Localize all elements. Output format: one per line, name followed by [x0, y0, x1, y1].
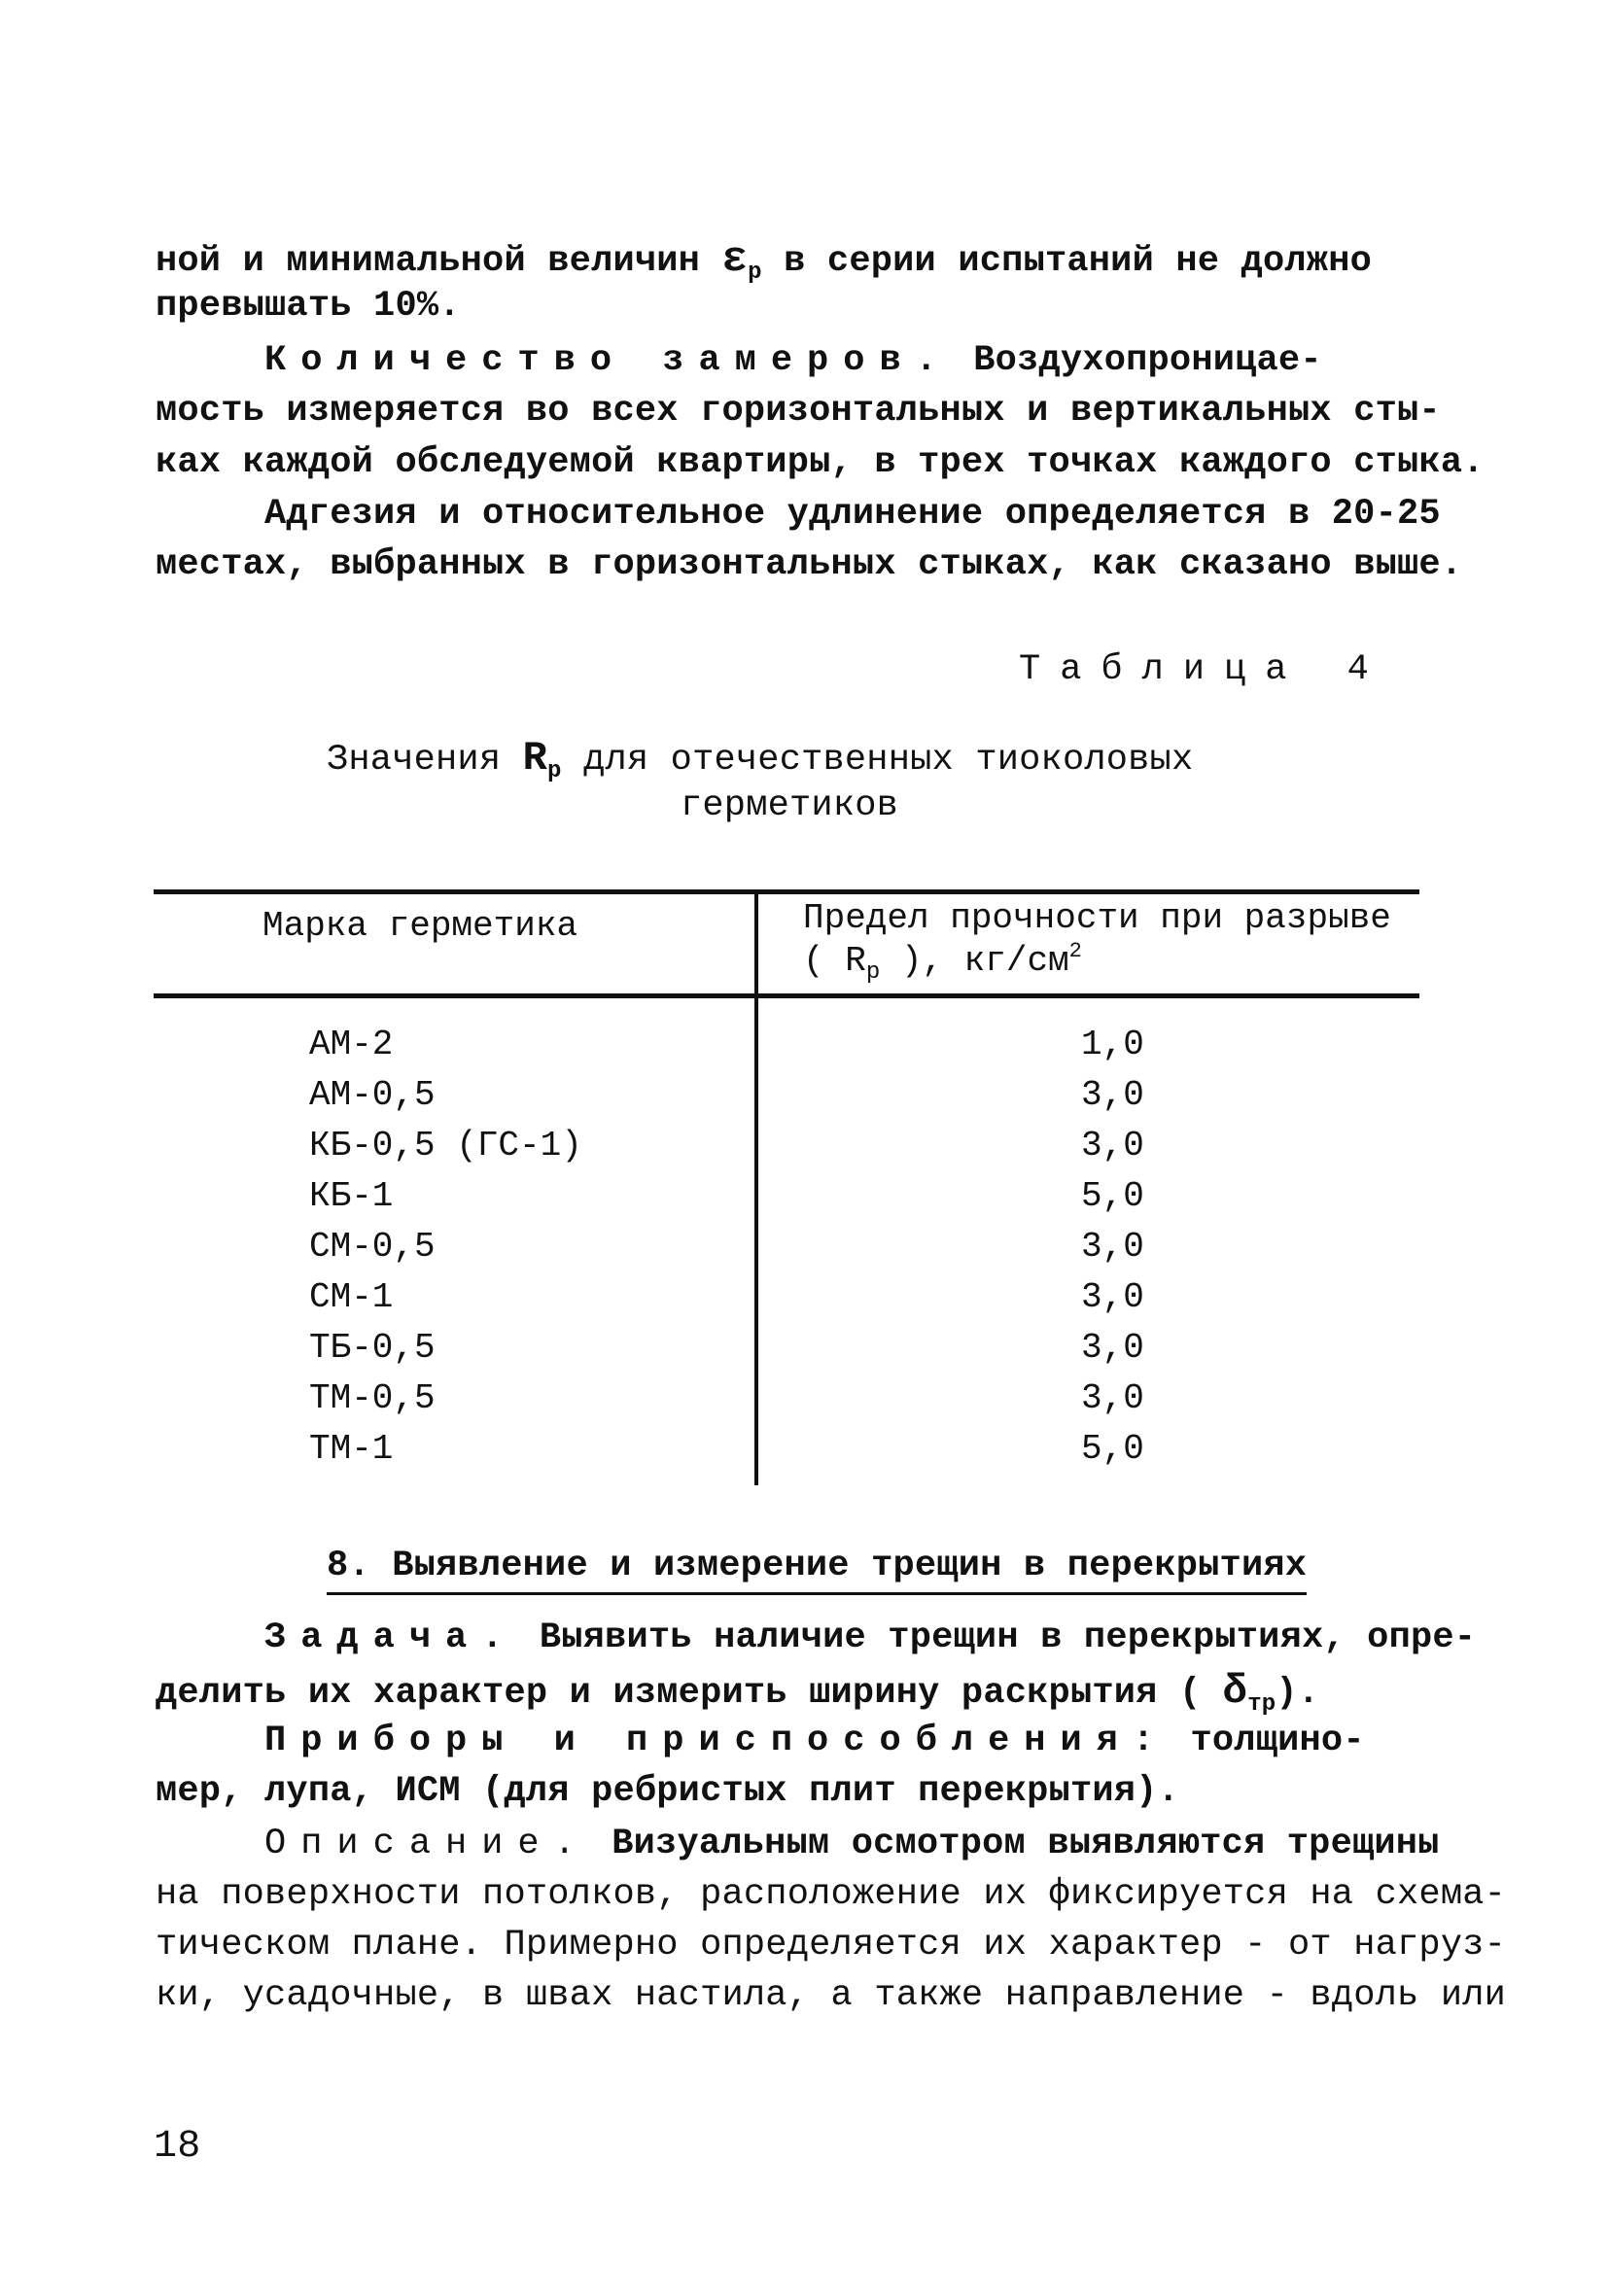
table-cell-brand: АМ-0,5 [309, 1075, 436, 1115]
text-segment: толщино- [1190, 1721, 1365, 1761]
delta-symbol: $\delta_{тр}$ [1222, 1668, 1276, 1718]
column-header-strength [803, 898, 1391, 990]
table-column-divider [754, 892, 758, 1485]
header-line: Предел прочности при разрыве [803, 898, 1391, 938]
text-line: Адгезия и относительное удлинение определяется в 20-25 [264, 494, 1441, 535]
table-cell-value: 5,0 [1081, 1429, 1144, 1469]
paragraph-lead: Задача. [264, 1618, 518, 1658]
table-cell-brand: ТМ-1 [309, 1429, 394, 1469]
table-cell-value: 3,0 [1081, 1227, 1144, 1267]
text-line [264, 1824, 1440, 1864]
table-cell-value: 3,0 [1081, 1378, 1144, 1418]
text-line [264, 1618, 1476, 1658]
text-line [156, 235, 1372, 286]
text-segment: Визуальным осмотром выявляются трещины [612, 1824, 1440, 1864]
caption-text: для отечественных тиоколовых [583, 740, 1194, 781]
table-caption [327, 735, 1193, 784]
section-title: 8. Выявление и измерение трещин в перекрытиях [327, 1546, 1307, 1595]
header-line: ( $R_р$ ), $кг/см^2$ [803, 939, 1082, 986]
section-heading [327, 1546, 1307, 1586]
page-number: 18 [154, 2125, 201, 2169]
text-line: ках каждой обследуемой квартиры, в трех точках каждого стыка. [156, 442, 1485, 483]
table-cell-value: 3,0 [1081, 1328, 1144, 1368]
table-cell-brand: ТМ-0,5 [309, 1378, 436, 1418]
text-segment: Выявить наличие трещин в перекрытиях, опре- [539, 1618, 1477, 1658]
text-line [264, 340, 1322, 381]
paragraph-lead: Количество замеров. [264, 340, 952, 381]
table-cell-value: 3,0 [1081, 1075, 1144, 1115]
epsilon-symbol: $\varepsilon_р$ [721, 235, 762, 286]
table-cell-brand: ТБ-0,5 [309, 1328, 436, 1368]
table-cell-value: 1,0 [1081, 1025, 1144, 1064]
text-line: ки, усадочные, в швах настила, а также направление - вдоль или [156, 1975, 1507, 2016]
table-cell-brand: АМ-2 [309, 1025, 394, 1064]
table-cell-brand: СМ-0,5 [309, 1227, 436, 1267]
text-segment: в серии испытаний не должно [784, 241, 1373, 282]
table-cell-value: 3,0 [1081, 1277, 1144, 1317]
text-line: превышать 10%. [156, 286, 461, 327]
table-cell-brand: СМ-1 [309, 1277, 394, 1317]
paragraph-lead: Описание. [264, 1824, 590, 1864]
text-segment: ). [1276, 1673, 1320, 1714]
table-cell-brand: КБ-1 [309, 1176, 394, 1216]
text-line: тическом плане. Примерно определяется их характер - от нагруз- [156, 1925, 1507, 1966]
text-line: мер, лупа, ИСМ (для ребристых плит перекрытия). [156, 1771, 1179, 1812]
table-top-rule [154, 889, 1419, 894]
r-symbol: $R_р$ [522, 735, 562, 784]
text-line: на поверхности потолков, расположение их фиксируется на схема- [156, 1874, 1507, 1915]
text-segment: делить их характер и измерить ширину раскрытия ( [156, 1673, 1202, 1714]
text-line: мость измеряется во всех горизонтальных и вертикальных сты- [156, 391, 1441, 432]
table-caption-line2: герметиков [681, 785, 899, 826]
text-line [264, 1721, 1365, 1761]
text-line: местах, выбранных в горизонтальных стыках, как сказано выше. [156, 544, 1463, 585]
column-header-brand: Марка герметика [262, 906, 578, 946]
table-cell-value: 3,0 [1081, 1126, 1144, 1165]
table-cell-brand: КБ-0,5 (ГС-1) [309, 1126, 582, 1165]
text-segment: Воздухопроницае- [973, 340, 1322, 381]
table-number: Таблица 4 [1019, 649, 1388, 690]
table-cell-value: 5,0 [1081, 1176, 1144, 1216]
table-header-rule [154, 993, 1419, 998]
text-segment: ной и минимальной величин [156, 241, 701, 282]
caption-text: Значения [327, 740, 502, 781]
text-line [156, 1668, 1319, 1718]
paragraph-lead: Приборы и приспособления: [264, 1721, 1170, 1761]
